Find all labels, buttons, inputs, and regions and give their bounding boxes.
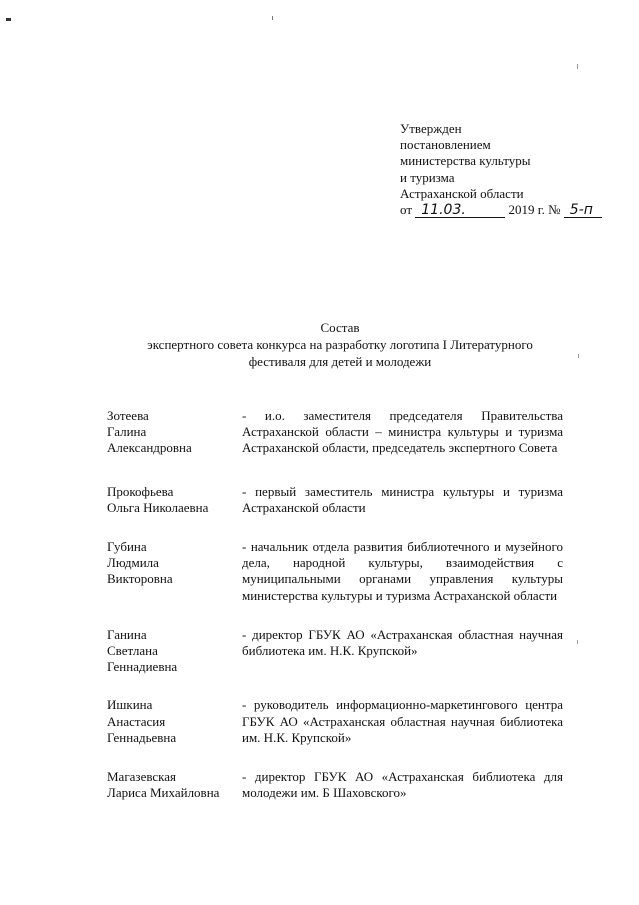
- member-row: [107, 484, 563, 516]
- handwritten-number: 5-п: [564, 204, 602, 218]
- approval-line: Утвержден: [400, 121, 462, 136]
- member-name: Ганина Светлана Геннадиевна: [107, 626, 178, 675]
- member-row: [107, 627, 563, 676]
- approval-line: Астраханской области: [400, 185, 524, 201]
- handwritten-date: 11.03.: [415, 204, 505, 218]
- approval-line: министерства культуры: [400, 153, 531, 169]
- title-line: Состав: [320, 320, 360, 335]
- document-title: [120, 320, 560, 370]
- member-role: - директор ГБУК АО «Астраханская библиотека для молодежи им. Б Шаховского»: [242, 769, 563, 801]
- member-list: [107, 408, 563, 801]
- approval-line: постановлением: [400, 137, 491, 153]
- scan-speck: [578, 354, 579, 358]
- member-row: [107, 539, 563, 604]
- date-prefix: от: [400, 202, 413, 218]
- title-line: фестиваля для детей и молодежи: [248, 353, 432, 369]
- member-name: Прокофьева Ольга Николаевна: [107, 483, 209, 515]
- member-name: Губина Людмила Викторовна: [107, 539, 173, 587]
- approval-date-line: [400, 202, 620, 218]
- member-row: [107, 408, 563, 457]
- scan-speck: [577, 640, 578, 644]
- member-name: Магазевская Лариса Михайловна: [107, 769, 220, 801]
- member-name: Зотеева Галина Александровна: [107, 408, 192, 456]
- member-role: - и.о. заместителя председателя Правительства Астраханской области – министра культуры и туризма Астраханской области, председатель экспертного Совета: [242, 408, 563, 456]
- title-line: экспертного совета конкурса на разработку логотипа I Литературного: [147, 336, 533, 352]
- scan-speck: [6, 18, 11, 21]
- member-role: - начальник отдела развития библиотечного и музейного дела, народной культуры, взаимодействия с муниципальными органами управления культуры министерства культуры и туризма Астраханской области: [242, 539, 563, 603]
- member-row: [107, 769, 563, 801]
- member-name: Ишкина Анастасия Геннадьевна: [107, 697, 177, 745]
- member-row: [107, 697, 563, 746]
- year-text: 2019 г. №: [508, 202, 561, 218]
- member-role: - директор ГБУК АО «Астраханская областная научная библиотека им. Н.К. Крупской»: [242, 626, 563, 659]
- member-role: - первый заместитель министра культуры и туризма Астраханской области: [242, 483, 563, 515]
- member-role: - руководитель информационно-маркетингового центра ГБУК АО «Астраханская областная научная библиотека им. Н.К. Крупской»: [242, 697, 563, 745]
- approval-stamp: [400, 121, 620, 218]
- approval-line: и туризма: [400, 169, 455, 185]
- scan-speck: [577, 64, 578, 69]
- scan-speck: [272, 16, 273, 20]
